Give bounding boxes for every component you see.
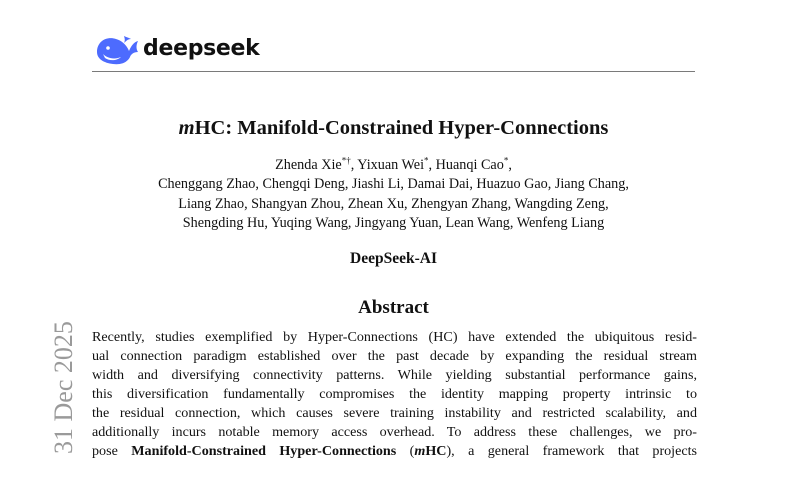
author-line-2: Chenggang Zhao, Chengqi Deng, Jiashi Li, Damai Dai, Huazuo Gao, Jiang Chang, bbox=[158, 176, 629, 193]
arxiv-date-text: 31 Dec 2025 bbox=[49, 321, 78, 454]
author-line-3: Liang Zhao, Shangyan Zhou, Zhean Xu, Zhengyan Zhang, Wangding Zeng, bbox=[178, 195, 609, 212]
author-mark: * bbox=[424, 155, 429, 166]
abstract-line: this diversification fundamentally compromises the identity mapping property intrinsic to bbox=[92, 386, 697, 402]
abstract-bold-term: Manifold-Constrained Hyper-Connections bbox=[131, 443, 397, 459]
author-list bbox=[92, 156, 695, 233]
abstract-line: ual connection paradigm established over the past decade by expanding the residual stream bbox=[92, 348, 697, 364]
author-line-4: Shengding Hu, Yuqing Wang, Jingyang Yuan, Lean Wang, Wenfeng Liang bbox=[182, 214, 605, 231]
abstract-body bbox=[92, 328, 697, 461]
abstract-hc: HC bbox=[425, 443, 447, 459]
author-name: Zhenda Xie bbox=[275, 157, 342, 173]
header-rule bbox=[92, 71, 695, 72]
author-name: Huanqi Cao bbox=[435, 157, 504, 173]
author-mark: * bbox=[503, 155, 509, 166]
deepseek-logo bbox=[94, 30, 260, 68]
abstract-text: pose bbox=[92, 443, 132, 459]
arxiv-date-stamp bbox=[10, 312, 78, 482]
abstract-m: m bbox=[414, 443, 426, 459]
abstract-line-partial bbox=[92, 442, 697, 461]
author-mark: *† bbox=[341, 155, 351, 166]
abstract-text: ( bbox=[396, 443, 415, 459]
abstract-line: Recently, studies exemplified by Hyper-Connections (HC) have extended the ubiquitous resid- bbox=[92, 329, 697, 345]
logo-wordmark: deepseek bbox=[143, 36, 260, 61]
abstract-line: additionally incurs notable memory access overhead. To address these challenges, we pro- bbox=[92, 424, 697, 440]
abstract-text: ), a general framework that projects bbox=[446, 443, 697, 459]
abstract-line: width and diversifying connectivity patterns. While yielding substantial performance gains, bbox=[92, 367, 697, 383]
title-main: HC: Manifold-Constrained Hyper-Connections bbox=[194, 117, 609, 139]
whale-icon bbox=[94, 30, 140, 68]
title-prefix: m bbox=[178, 117, 195, 139]
author-line-1: Zhenda Xie*†, Yixuan Wei*, Huanqi Cao*, bbox=[275, 155, 512, 173]
affiliation: DeepSeek-AI bbox=[350, 250, 437, 267]
abstract-line: the residual connection, which causes severe training instability and restricted scalability, and bbox=[92, 405, 697, 421]
paper-title bbox=[92, 115, 695, 141]
author-name: Yixuan Wei bbox=[357, 157, 425, 173]
abstract-heading: Abstract bbox=[358, 297, 429, 318]
